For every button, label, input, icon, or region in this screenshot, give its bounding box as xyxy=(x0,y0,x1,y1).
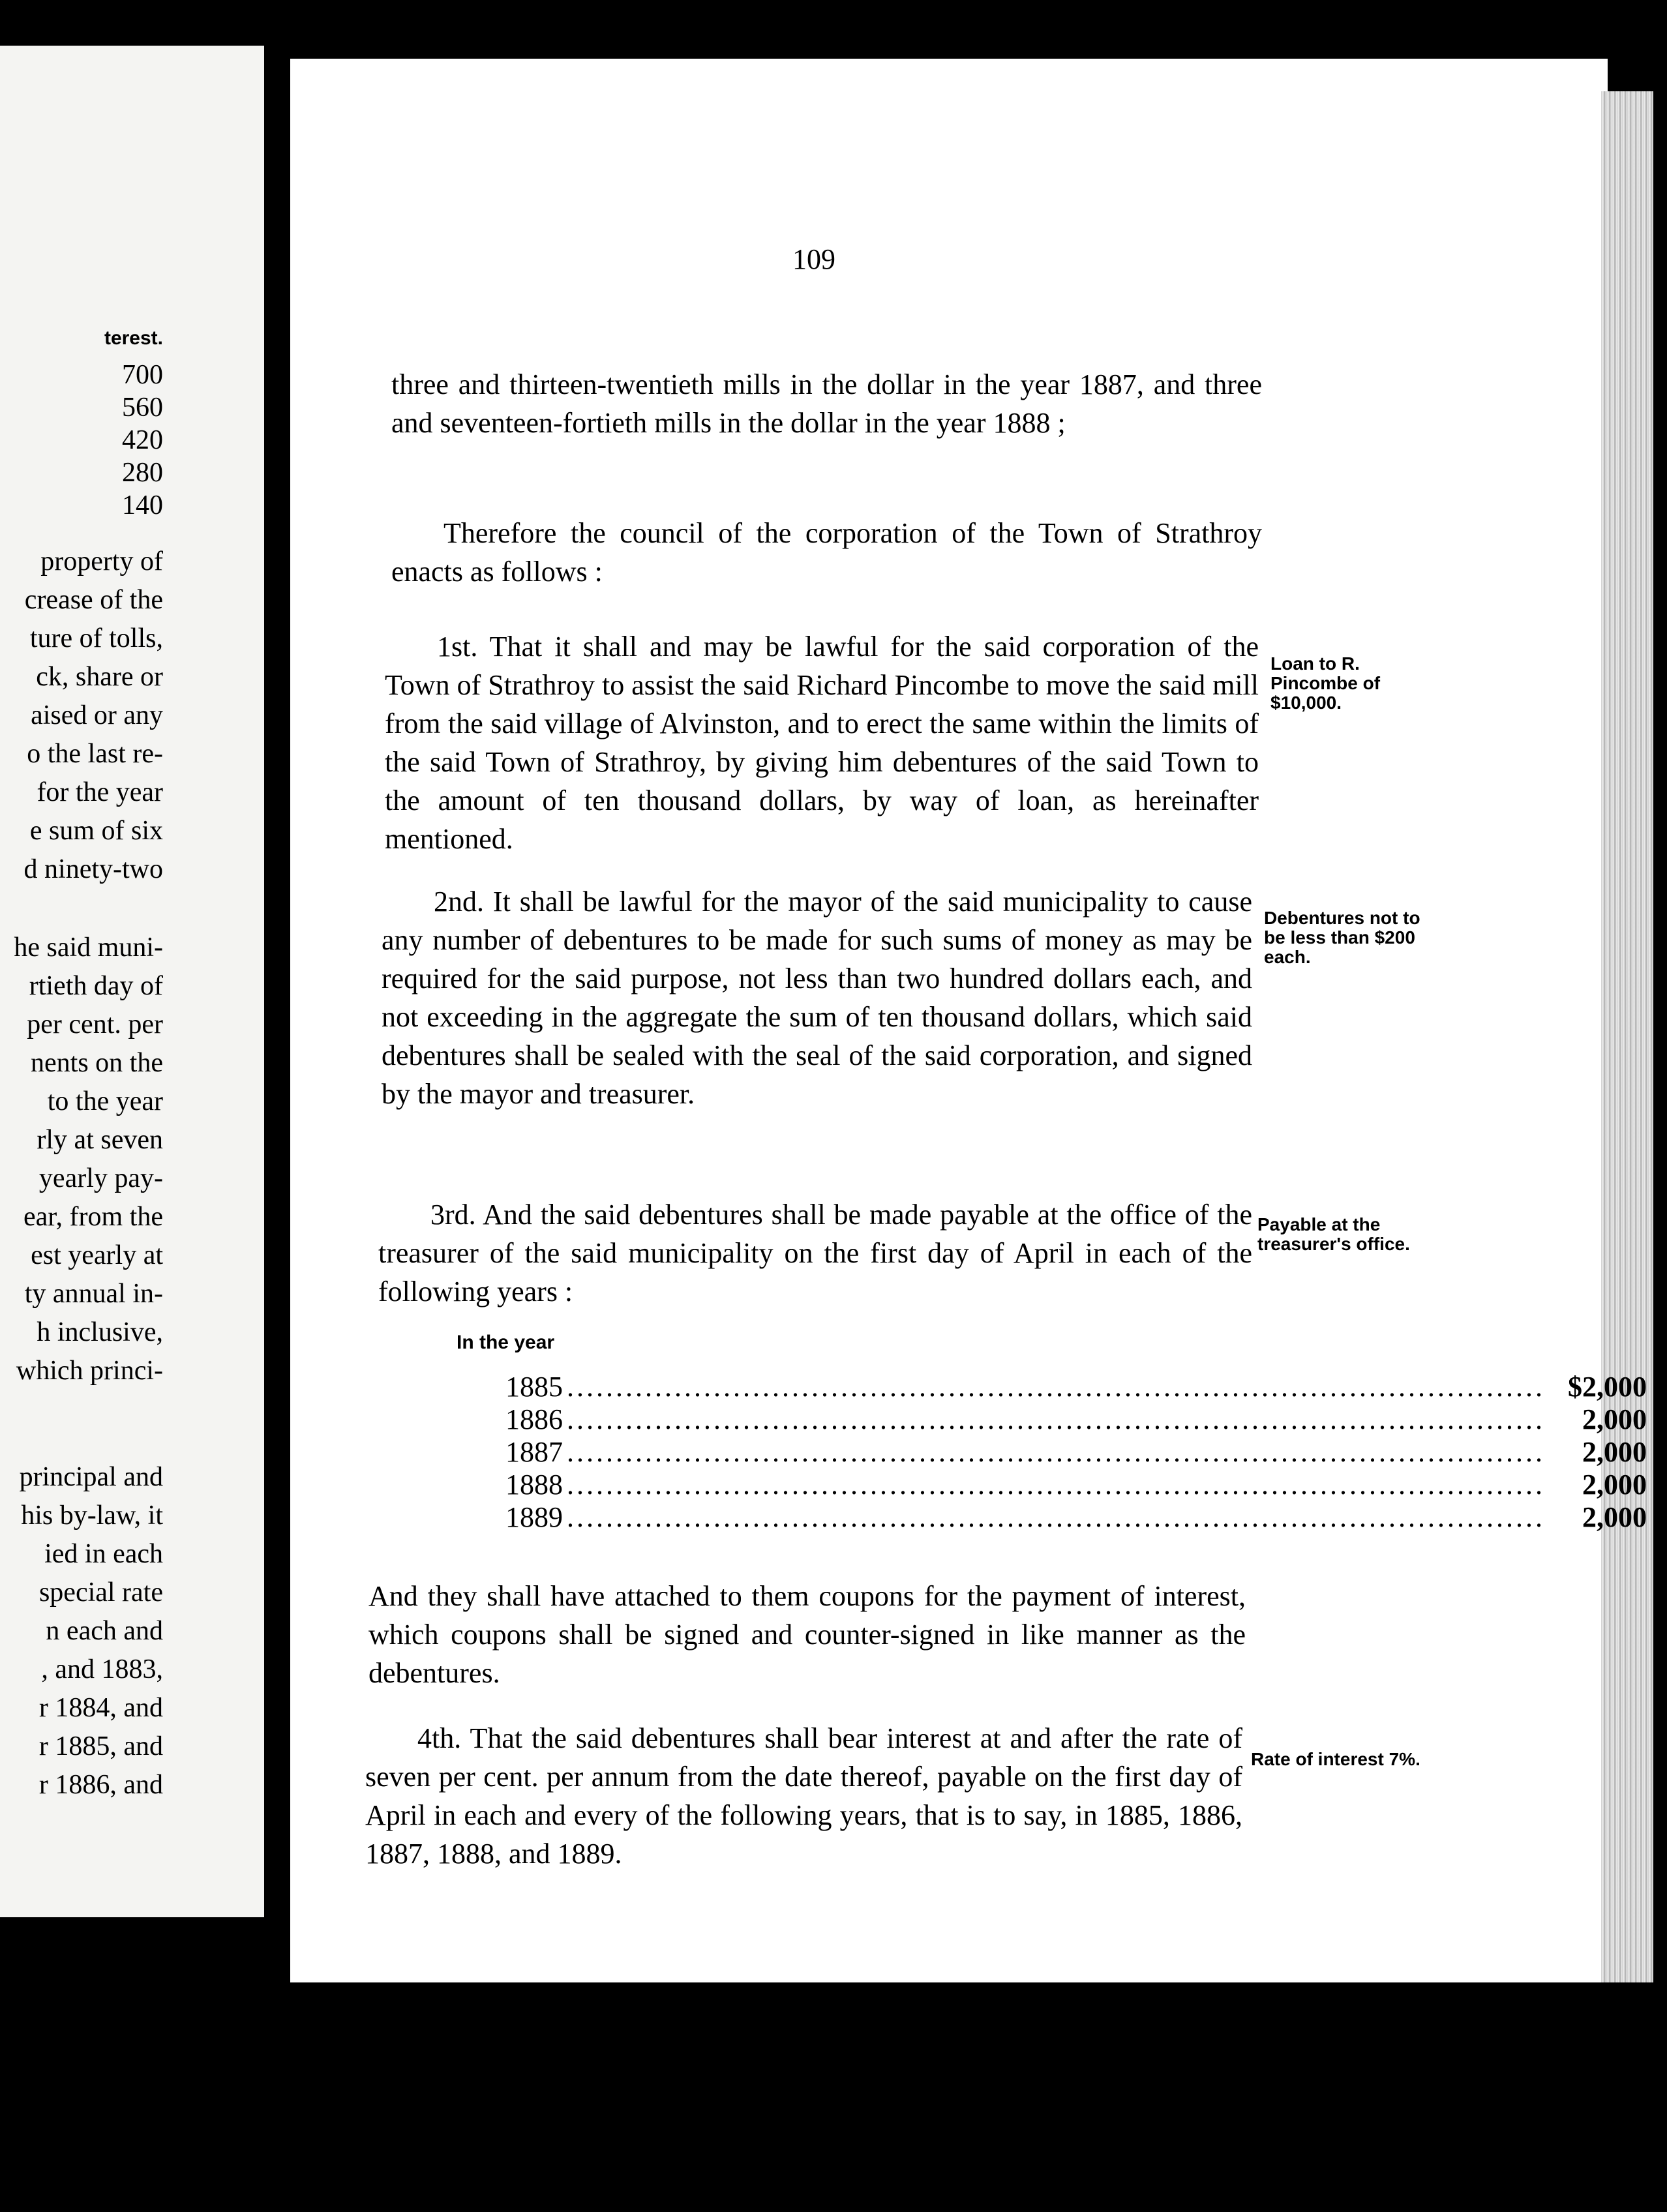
left-fragment: special rate xyxy=(38,1577,163,1607)
schedule-year: 1885 xyxy=(505,1371,563,1403)
schedule-amount: 2,000 xyxy=(1582,1469,1647,1501)
left-fragment: crease of the xyxy=(24,585,163,615)
schedule-row xyxy=(505,1403,1647,1436)
left-fragment: e sum of six xyxy=(29,816,163,846)
section-3-text: 3rd. And the said debentures shall be made payable at the office of the treasurer of the said municipality on the first day of April in each of the following years : xyxy=(378,1199,1252,1308)
coupons-text: And they shall have attached to them coupons for the payment of interest, which coupons shall be signed and counter-signed in like manner as the debentures. xyxy=(368,1580,1246,1689)
left-fragment: which princi- xyxy=(16,1356,163,1386)
left-fragment: ear, from the xyxy=(23,1202,163,1232)
section-4-text: 4th. That the said debentures shall bear interest at and after the rate of seven per cent. per annum from the date thereof, payable on the first day of April in each and every of the following years, that is to say, in 1885, 1886, 1887, 1888, and 1889. xyxy=(365,1722,1242,1870)
section-2 xyxy=(382,882,1252,1113)
enactment-paragraph xyxy=(391,514,1262,591)
schedule-amount: 2,000 xyxy=(1582,1436,1647,1468)
section-1-text: 1st. That it shall and may be lawful for the said corporation of the Town of Strathroy to assist the said Richard Pincombe to move the said mill from the said village of Alvinston, and to erect the same within the limits of the said Town of Strathroy, by giving him debentures of the said Town to the amount of ten thousand dollars, by way of loan, as hereinafter mentioned. xyxy=(385,631,1259,855)
leader-dots: .................................................................................................... xyxy=(567,1371,1545,1403)
section-1 xyxy=(385,627,1259,858)
left-fragment: ck, share or xyxy=(36,662,163,692)
left-fragment: 280 xyxy=(122,458,163,488)
schedule-year: 1888 xyxy=(505,1469,563,1501)
payment-schedule xyxy=(505,1371,1647,1534)
left-fragment: ture of tolls, xyxy=(29,623,163,653)
left-fragment: yearly pay- xyxy=(38,1163,163,1193)
left-fragment: r 1885, and xyxy=(38,1731,163,1761)
opening-paragraph xyxy=(391,365,1262,442)
enactment-text: Therefore the council of the corporation of the Town of Strathroy enacts as follows : xyxy=(391,517,1262,588)
page-edges xyxy=(1601,91,1653,1982)
left-fragment: 140 xyxy=(122,490,163,520)
schedule-year: 1889 xyxy=(505,1501,563,1533)
schedule-amount: 2,000 xyxy=(1582,1403,1647,1435)
left-fragment: he said muni- xyxy=(14,933,163,963)
left-fragment: rly at seven xyxy=(37,1125,163,1155)
schedule-amount: 2,000 xyxy=(1582,1501,1647,1533)
left-fragment: aised or any xyxy=(31,700,163,730)
left-fragment: property of xyxy=(40,546,163,576)
schedule-year: 1886 xyxy=(505,1403,563,1435)
left-fragment: h inclusive, xyxy=(37,1317,163,1347)
left-fragment: per cent. per xyxy=(27,1009,163,1039)
section-3 xyxy=(378,1195,1252,1311)
schedule-row xyxy=(505,1469,1647,1501)
sidenote-interest: Rate of interest 7%. xyxy=(1251,1749,1420,1769)
leader-dots: .................................................................................................... xyxy=(567,1403,1545,1435)
left-facing-page xyxy=(0,46,264,1917)
opening-text: three and thirteen-twentieth mills in the dollar in the year 1887, and three and seventeen-fortieth mills in the dollar in the year 1888 ; xyxy=(391,368,1262,439)
sidenote-debentures: Debentures not to be less than $200 each. xyxy=(1264,908,1420,967)
left-fragment: to the year xyxy=(47,1086,163,1116)
coupons-paragraph xyxy=(368,1577,1246,1692)
left-fragment: n each and xyxy=(46,1616,163,1646)
section-2-text: 2nd. It shall be lawful for the mayor of the said municipality to cause any number of debentures to be made for such sums of money as may be required for the said purpose, not less than two hundred dollars each, and not exceeding in the aggregate the sum of ten thousand dollars, which said debentures shall be sealed with the seal of the said corporation, and signed by the mayor and treasurer. xyxy=(382,886,1252,1110)
section-4 xyxy=(365,1719,1242,1873)
schedule-amount: $2,000 xyxy=(1568,1371,1647,1403)
left-fragment: o the last re- xyxy=(27,739,163,769)
schedule-row xyxy=(505,1436,1647,1469)
leader-dots: .................................................................................................... xyxy=(567,1436,1545,1468)
left-fragment: d ninety-two xyxy=(23,854,163,884)
schedule-row xyxy=(505,1371,1647,1403)
leader-dots: .................................................................................................... xyxy=(567,1501,1545,1533)
left-fragment: ty annual in- xyxy=(24,1279,163,1309)
left-fragment: for the year xyxy=(37,777,163,807)
left-fragment: terest. xyxy=(104,327,163,349)
leader-dots: .................................................................................................... xyxy=(567,1469,1545,1501)
left-fragment: nents on the xyxy=(31,1048,163,1078)
schedule-row xyxy=(505,1501,1647,1534)
left-fragment: 420 xyxy=(122,425,163,455)
left-fragment: 560 xyxy=(122,393,163,423)
page-number: 109 xyxy=(792,243,835,275)
book-gutter xyxy=(264,0,290,2212)
schedule-year: 1887 xyxy=(505,1436,563,1468)
left-fragment: ied in each xyxy=(44,1539,163,1569)
left-fragment: r 1886, and xyxy=(38,1770,163,1800)
left-fragment: r 1884, and xyxy=(38,1693,163,1723)
left-fragment: principal and xyxy=(19,1462,163,1492)
left-fragment: his by-law, it xyxy=(21,1501,163,1531)
left-fragment: rtieth day of xyxy=(29,971,163,1001)
schedule-heading: In the year xyxy=(457,1332,555,1353)
left-fragment: est yearly at xyxy=(31,1240,163,1270)
left-fragment: , and 1883, xyxy=(41,1654,163,1684)
left-fragment: 700 xyxy=(122,360,163,390)
sidenote-loan: Loan to R. Pincombe of $10,000. xyxy=(1270,653,1381,713)
sidenote-payable: Payable at the treasurer's office. xyxy=(1257,1214,1410,1254)
